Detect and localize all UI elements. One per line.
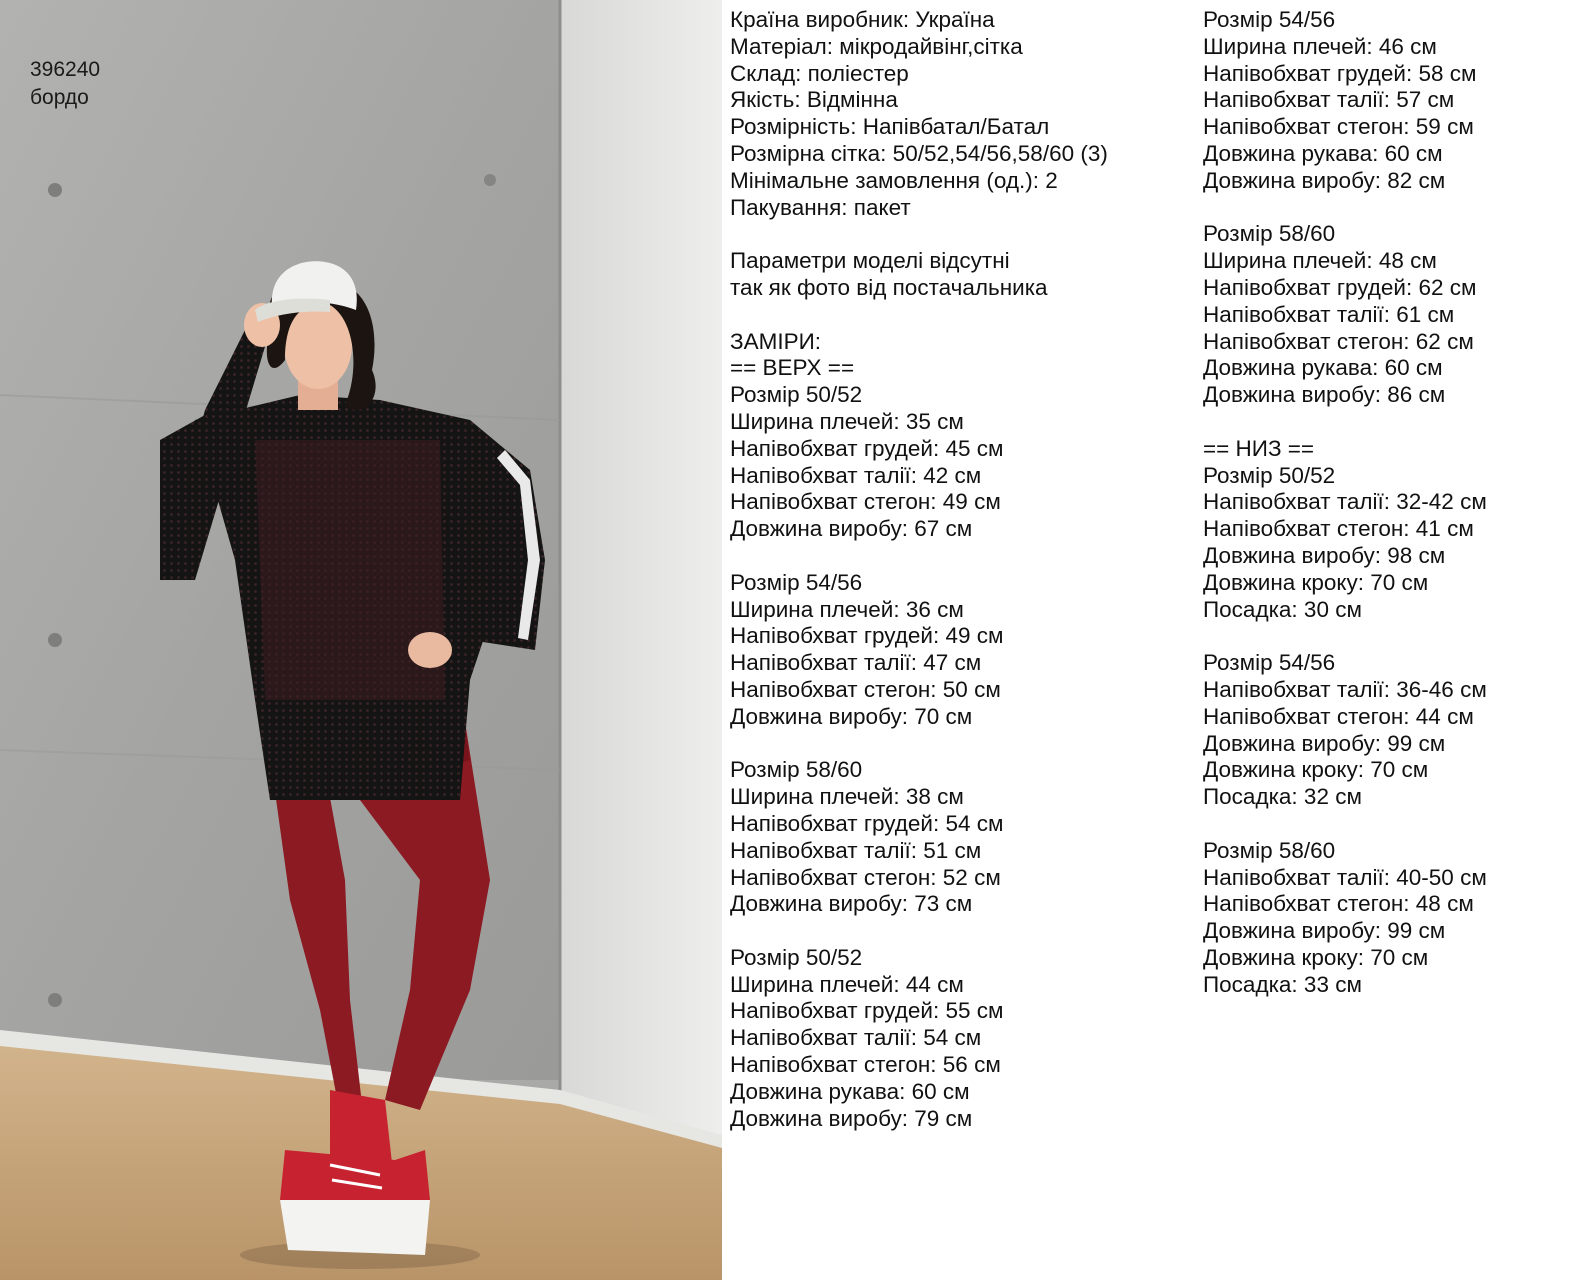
- spec-line: Довжина виробу: 98 см: [1203, 542, 1446, 568]
- spec-line: Розмір 50/52: [1203, 462, 1336, 488]
- spec-line: Напівобхват стегон: 44 см: [1203, 703, 1474, 729]
- spacer: [730, 543, 1108, 570]
- spec-line: Напівобхват грудей: 55 см: [730, 998, 1004, 1024]
- spacer: [1203, 623, 1487, 650]
- spec-line: Напівобхват талії: 47 см: [730, 650, 982, 676]
- spec-line: Напівобхват стегон: 49 см: [730, 489, 1001, 515]
- spacer: [730, 731, 1108, 758]
- spec-line: Ширина плечей: 38 см: [730, 784, 964, 810]
- spec-line: Напівобхват грудей: 58 см: [1203, 60, 1477, 86]
- specs-column-right: [1203, 7, 1487, 998]
- spacer: [1203, 409, 1487, 436]
- spec-line: Напівобхват талії: 32-42 см: [1203, 489, 1487, 515]
- spec-line: Напівобхват талії: 40-50 см: [1203, 864, 1487, 890]
- specs-column-left: [730, 7, 1108, 1132]
- spec-line: Посадка: 33 см: [1203, 971, 1362, 997]
- spec-line: Матеріал: мікродайвінг,сітка: [730, 33, 1023, 59]
- spec-line: Напівобхват талії: 61 см: [1203, 301, 1455, 327]
- spec-line: Розмір 54/56: [1203, 7, 1336, 32]
- spec-line: Довжина виробу: 70 см: [730, 703, 973, 729]
- spec-line: Довжина кроку: 70 см: [1203, 757, 1429, 783]
- spec-line: Пакування: пакет: [730, 194, 911, 220]
- spec-line: Довжина рукава: 60 см: [730, 1078, 970, 1104]
- spec-line: Напівобхват стегон: 41 см: [1203, 516, 1474, 542]
- spec-line: Напівобхват талії: 51 см: [730, 837, 982, 863]
- spec-line: Довжина виробу: 67 см: [730, 516, 973, 542]
- photo-caption: [30, 56, 100, 112]
- spec-line: Ширина плечей: 44 см: [730, 971, 964, 997]
- spec-line: Довжина кроку: 70 см: [1203, 569, 1429, 595]
- spec-line: Довжина виробу: 86 см: [1203, 382, 1446, 408]
- spacer: [730, 918, 1108, 945]
- spacer: [730, 221, 1108, 248]
- spec-line: Склад: поліестер: [730, 60, 909, 86]
- spec-line: Напівобхват талії: 36-46 см: [1203, 676, 1487, 702]
- spec-line: Ширина плечей: 36 см: [730, 596, 964, 622]
- spec-line: Мінімальне замовлення (од.): 2: [730, 167, 1058, 193]
- spec-line: Довжина виробу: 82 см: [1203, 167, 1446, 193]
- spec-line: Розмірність: Напівбатал/Батал: [730, 114, 1050, 140]
- spec-line: Напівобхват талії: 57 см: [1203, 87, 1455, 113]
- color-label: бордо: [30, 86, 89, 109]
- spec-line: Посадка: 32 см: [1203, 784, 1362, 810]
- spec-line: Напівобхват стегон: 56 см: [730, 1052, 1001, 1078]
- spec-line: Параметри моделі відсутні: [730, 248, 1010, 274]
- spec-line: Ширина плечей: 35 см: [730, 408, 964, 434]
- spec-line: Країна виробник: Україна: [730, 7, 995, 32]
- product-photo-illustration: [0, 0, 722, 1280]
- spec-line: Довжина виробу: 99 см: [1203, 730, 1446, 756]
- spec-line: ЗАМІРИ:: [730, 328, 822, 354]
- spec-line: Напівобхват грудей: 45 см: [730, 435, 1004, 461]
- spec-line: Довжина рукава: 60 см: [1203, 355, 1443, 381]
- spec-line: == НИЗ ==: [1203, 435, 1315, 461]
- spacer: [730, 302, 1108, 329]
- side-wall: [560, 0, 722, 1140]
- spec-line: Розмір 58/60: [1203, 837, 1336, 863]
- spec-line: Розмір 50/52: [730, 382, 863, 408]
- spec-line: Ширина плечей: 48 см: [1203, 248, 1437, 274]
- spec-line: Посадка: 30 см: [1203, 596, 1362, 622]
- spec-line: Ширина плечей: 46 см: [1203, 33, 1437, 59]
- spec-line: Розмір 54/56: [730, 569, 863, 595]
- spacer: [1203, 195, 1487, 222]
- spec-line: Напівобхват стегон: 50 см: [730, 676, 1001, 702]
- spacer: [1203, 811, 1487, 838]
- spec-line: Розмір 58/60: [730, 757, 863, 783]
- spec-line: Довжина рукава: 60 см: [1203, 140, 1443, 166]
- spec-line: Довжина кроку: 70 см: [1203, 944, 1429, 970]
- spec-line: Напівобхват талії: 42 см: [730, 462, 982, 488]
- article-code: 396240: [30, 58, 101, 81]
- spec-line: Розмір 50/52: [730, 944, 863, 970]
- spec-line: Довжина виробу: 79 см: [730, 1105, 973, 1131]
- spec-line: Розмірна сітка: 50/52,54/56,58/60 (3): [730, 140, 1108, 166]
- spec-line: Довжина виробу: 73 см: [730, 891, 973, 917]
- spec-line: Якість: Відмінна: [730, 87, 898, 113]
- spec-line: Напівобхват грудей: 62 см: [1203, 274, 1477, 300]
- spec-line: Розмір 58/60: [1203, 221, 1336, 247]
- spec-line: Напівобхват грудей: 54 см: [730, 810, 1004, 836]
- spec-line: Напівобхват талії: 54 см: [730, 1025, 982, 1051]
- spec-line: Напівобхват стегон: 48 см: [1203, 891, 1474, 917]
- spec-line: Довжина виробу: 99 см: [1203, 918, 1446, 944]
- spec-line: Напівобхват стегон: 59 см: [1203, 114, 1474, 140]
- spec-line: так як фото від постачальника: [730, 274, 1048, 300]
- spec-line: == ВЕРХ ==: [730, 355, 855, 381]
- product-photo: [0, 0, 722, 1280]
- spec-line: Напівобхват стегон: 62 см: [1203, 328, 1474, 354]
- spec-line: Розмір 54/56: [1203, 650, 1336, 676]
- spec-line: Напівобхват грудей: 49 см: [730, 623, 1004, 649]
- spec-line: Напівобхват стегон: 52 см: [730, 864, 1001, 890]
